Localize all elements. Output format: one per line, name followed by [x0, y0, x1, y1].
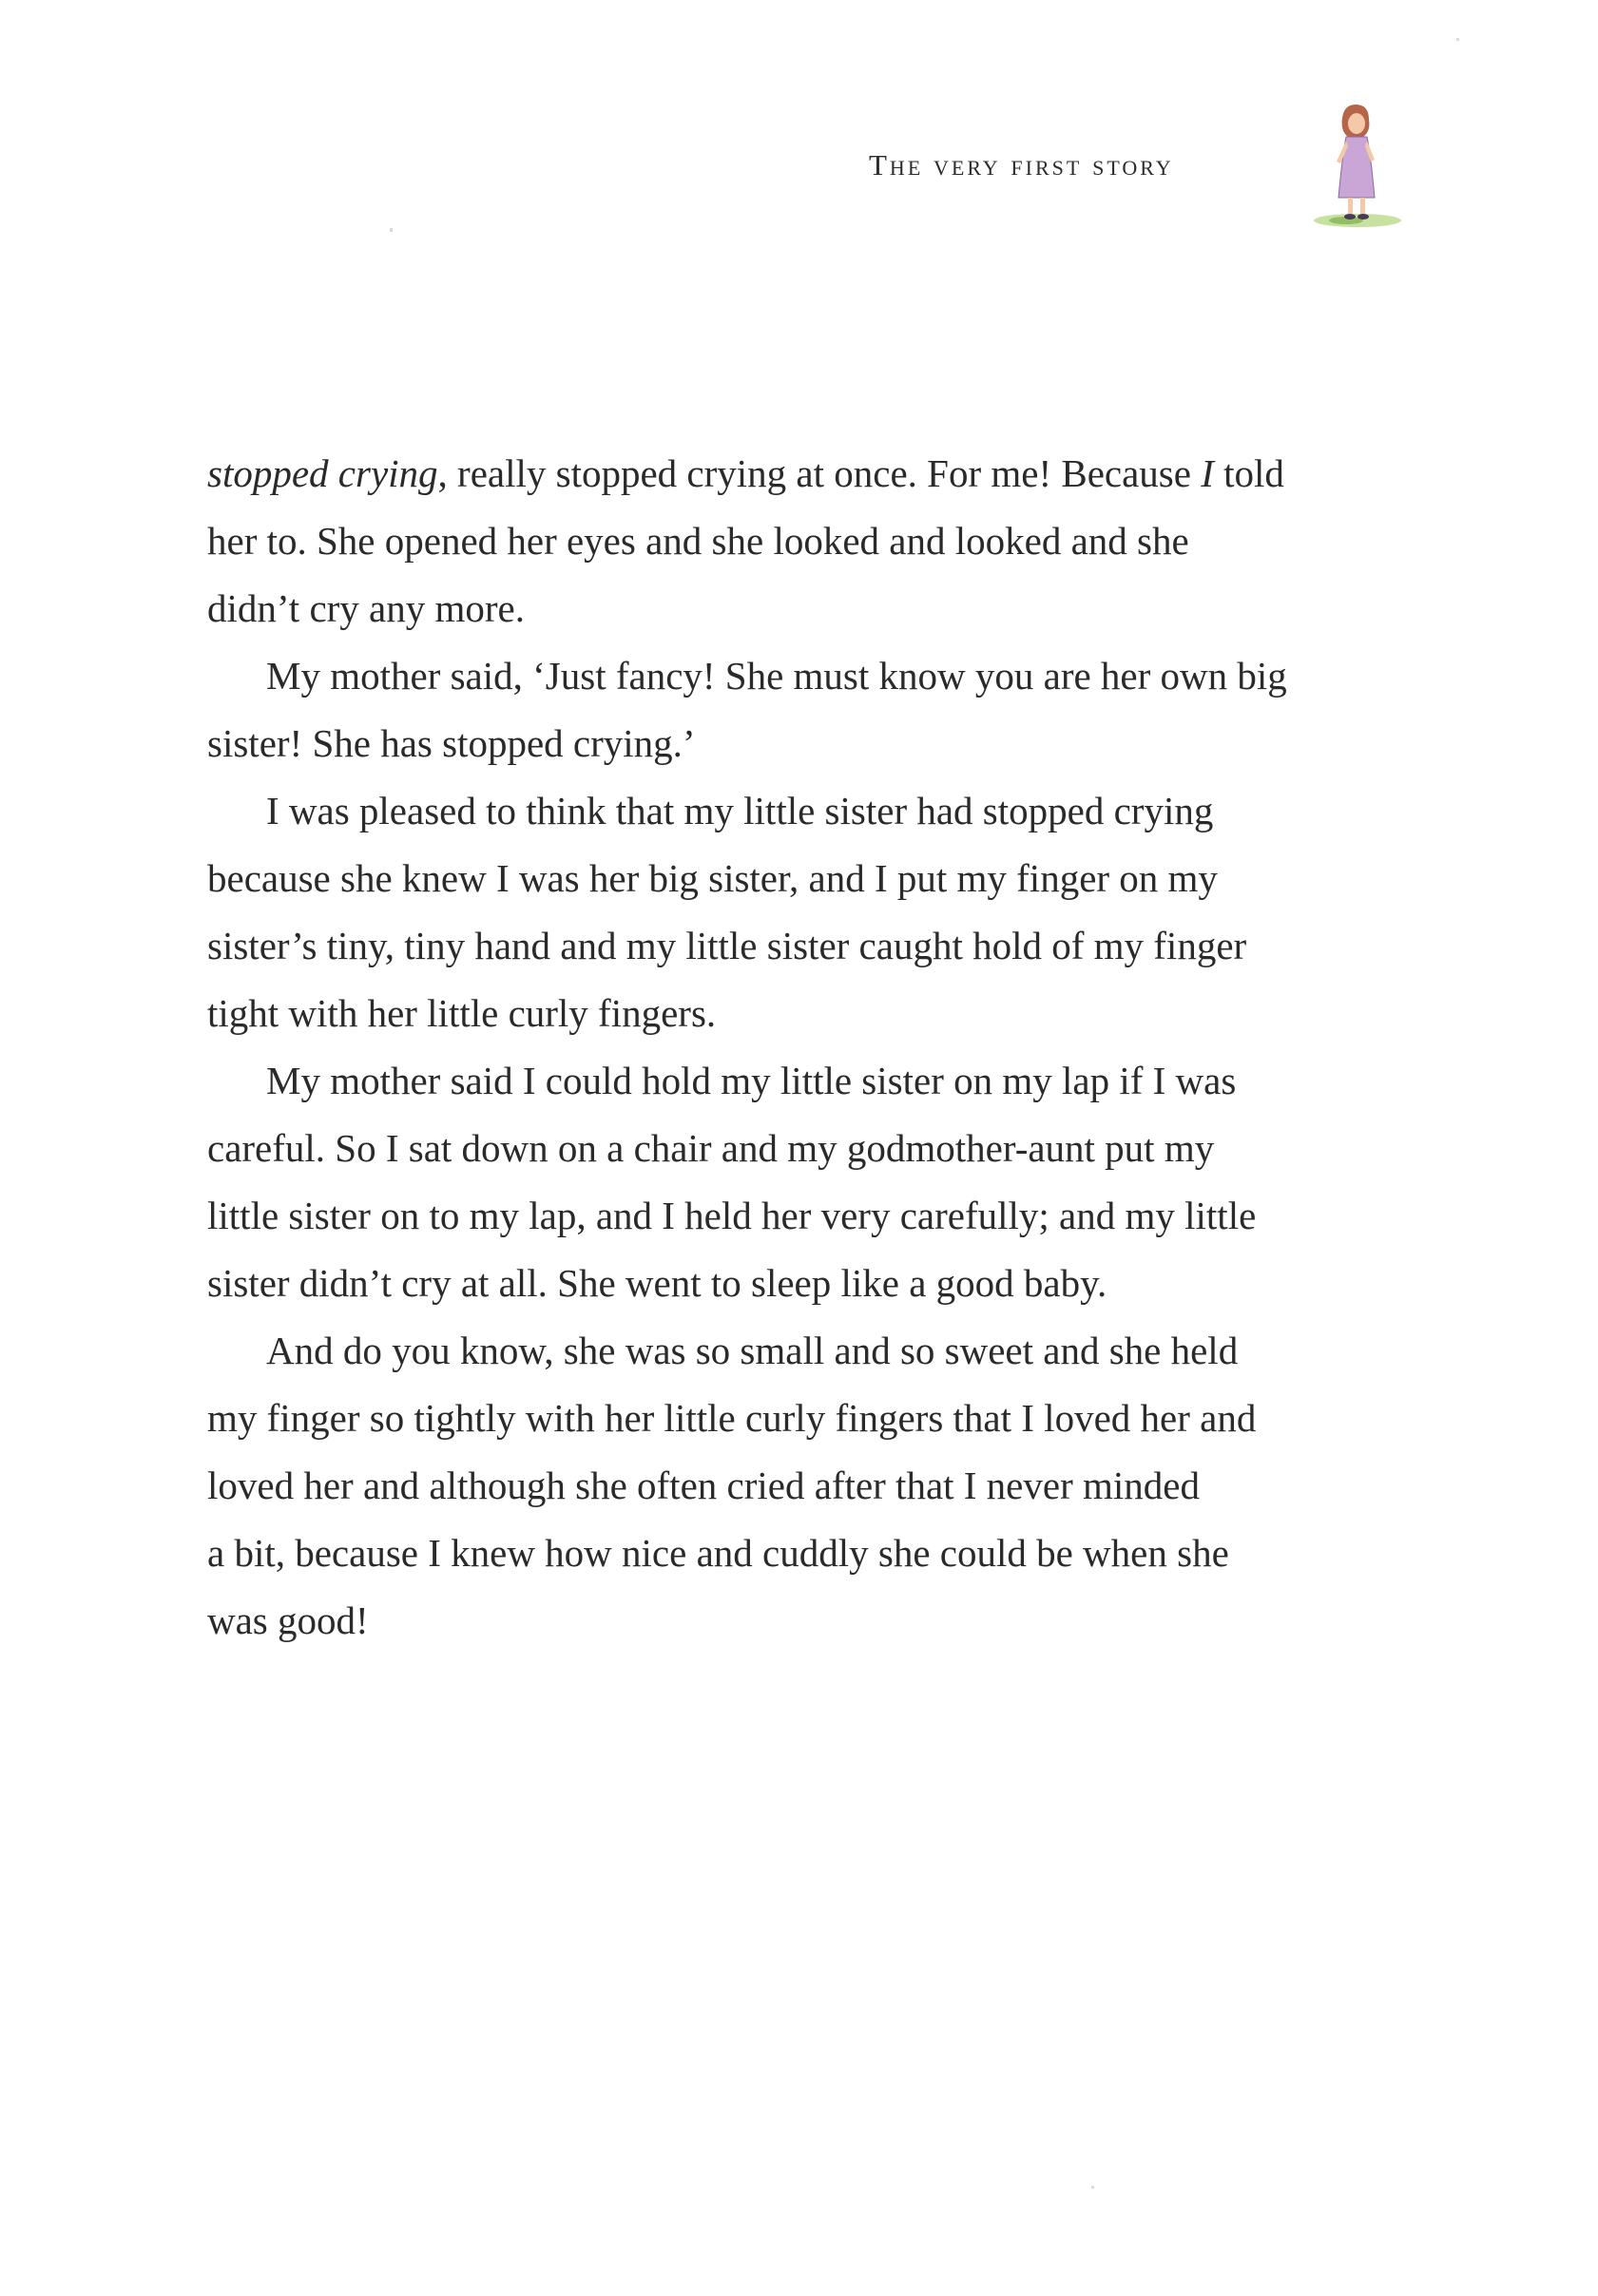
text-line: loved her and although she often cried after that I never minded	[207, 1464, 1200, 1507]
text-line: her to. She opened her eyes and she looked and looked and she	[207, 519, 1189, 563]
text-line: was good!	[207, 1598, 369, 1642]
scan-speck	[390, 228, 393, 232]
text-line: sister! She has stopped crying.’	[207, 721, 696, 765]
text-line: sister didn’t cry at all. She went to sleep like a good baby.	[207, 1261, 1107, 1305]
text-line: My mother said I could hold my little sister on my lap if I was	[266, 1059, 1237, 1102]
text-line: tight with her little curly fingers.	[207, 991, 717, 1035]
body-text	[207, 440, 1396, 1655]
scan-speck	[1456, 38, 1459, 41]
text-line: I was pleased to think that my little sister had stopped crying	[266, 789, 1214, 832]
text-line: My mother said, ‘Just fancy! She must know you are her own big	[266, 654, 1287, 698]
text-line: sister’s tiny, tiny hand and my little sister caught hold of my finger	[207, 924, 1247, 967]
text-line: careful. So I sat down on a chair and my godmother-aunt put my	[207, 1126, 1215, 1170]
text-line: a bit, because I knew how nice and cuddly she could be when she	[207, 1531, 1229, 1575]
running-head: The very first story	[869, 148, 1174, 182]
text-line	[207, 440, 1396, 507]
text-line: my finger so tightly with her little curly fingers that I loved her and	[207, 1396, 1257, 1440]
text-run: told	[1213, 451, 1284, 495]
text-line: little sister on to my lap, and I held her very carefully; and my little	[207, 1194, 1257, 1237]
girl-in-dress-illustration-icon	[1304, 99, 1407, 232]
text-line: didn’t cry any more.	[207, 586, 525, 630]
emphasis: I	[1201, 451, 1214, 495]
text-line: And do you know, she was so small and so sweet and she held	[266, 1329, 1239, 1372]
emphasis: stopped crying	[207, 451, 438, 495]
text-line: because she knew I was her big sister, and I put my finger on my	[207, 856, 1218, 900]
scan-speck	[1091, 2186, 1094, 2189]
text-run: , really stopped crying at once. For me! Because	[437, 451, 1202, 495]
